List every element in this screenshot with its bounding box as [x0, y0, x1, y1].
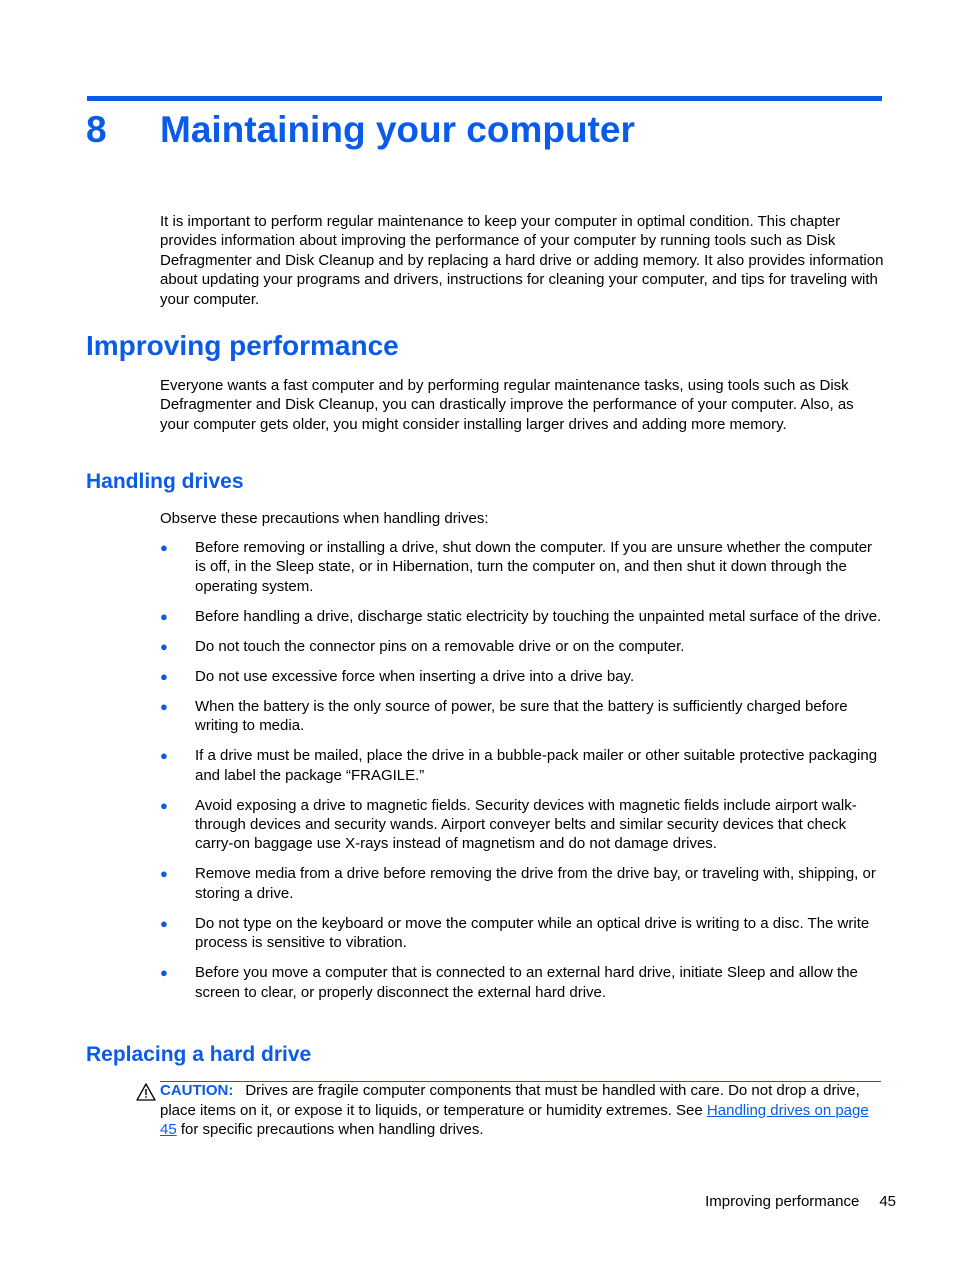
bullet-icon: ●: [160, 638, 168, 654]
bullet-icon: ●: [160, 797, 168, 813]
list-item: ● Do not type on the keyboard or move the computer while an optical drive is writing to a disc. The write process is sensitive to vibration.: [160, 914, 870, 952]
list-item: ● Do not touch the connector pins on a removable drive or on the computer.: [160, 637, 685, 655]
chapter-title: Maintaining your computer: [160, 109, 635, 150]
page-number: 45: [879, 1193, 896, 1210]
bullet-icon: ●: [160, 965, 168, 981]
list-item: ● Before you move a computer that is connected to an external hard drive, initiate Sleep and allow the screen to clear, or properly disconnect the external hard drive.: [160, 964, 858, 1001]
bullet-icon: ●: [160, 915, 168, 931]
heading-replacing-hard-drive: Replacing a hard drive: [86, 1043, 312, 1066]
caution-text-before: Drives are fragile computer components that must be handled with care. Do not drop a drive, place items on it, or expose it to liquids, or temperature or humidity extremes. See: [160, 1082, 860, 1119]
handling-intro: Observe these precautions when handling drives:: [160, 510, 489, 527]
list-item: ● If a drive must be mailed, place the drive in a bubble-pack mailer or other suitable protective packaging and label the package “FRAGILE.”: [160, 747, 878, 784]
list-item: ● When the battery is the only source of power, be sure that the battery is sufficiently charged before writing to media.: [160, 697, 848, 735]
bullet-icon: ●: [160, 698, 168, 714]
caution-text-after: for specific precautions when handling drives.: [176, 1121, 484, 1138]
caution-label: CAUTION:: [160, 1082, 234, 1099]
list-item: ● Before removing or installing a drive, shut down the computer. If you are unsure whether the computer is off, in the Sleep state, or in Hibernation, turn the computer on, and then shut it down through the operating system.: [160, 539, 873, 595]
handling-drives-link[interactable]: Handling drives on page 45: [160, 1101, 869, 1138]
heading-improving-performance: Improving performance: [86, 330, 399, 361]
heading-handling-drives: Handling drives: [86, 470, 244, 493]
bullet-icon: ●: [160, 608, 168, 624]
footer-section-title: Improving performance: [705, 1193, 860, 1210]
caution-note: [160, 1081, 882, 1140]
improving-body: Everyone wants a fast computer and by performing regular maintenance tasks, using tools such as Disk Defragmenter and Disk Cleanup, you can drastically improve the performance of your computer. Also, as your computer gets older, you might consider installing larger drives and adding more memory.: [160, 377, 854, 433]
list-item: ● Remove media from a drive before removing the drive from the drive bay, or traveling with, shipping, or storing a drive.: [160, 865, 876, 902]
bullet-icon: ●: [160, 668, 168, 684]
list-item: ● Do not use excessive force when inserting a drive into a drive bay.: [160, 667, 635, 685]
chapter-intro: It is important to perform regular maintenance to keep your computer in optimal condition. This chapter provides information about improving the performance of your computer by running tools such as Disk Defragmenter and Disk Cleanup and by replacing a hard drive or adding memory. It also provides information about updating your programs and drivers, instructions for cleaning your computer, and tips for traveling with your computer.: [160, 213, 884, 308]
chapter-number: 8: [86, 109, 107, 150]
chapter-rule: [87, 96, 882, 101]
bullet-icon: ●: [160, 866, 168, 882]
warning-triangle-icon: [136, 1083, 156, 1101]
handling-precautions-list: [160, 538, 885, 1013]
list-item: ● Before handling a drive, discharge static electricity by touching the unpainted metal surface of the drive.: [160, 607, 882, 625]
page-footer: [705, 1192, 896, 1211]
bullet-icon: ●: [160, 748, 168, 764]
bullet-icon: ●: [160, 540, 168, 555]
list-item: ● Avoid exposing a drive to magnetic fields. Security devices with magnetic fields include airport walk-through devices and security wands. Airport conveyer belts and similar security devices that check carry-on baggage use X-rays instead of magnetism and do not damage drives.: [160, 796, 857, 853]
